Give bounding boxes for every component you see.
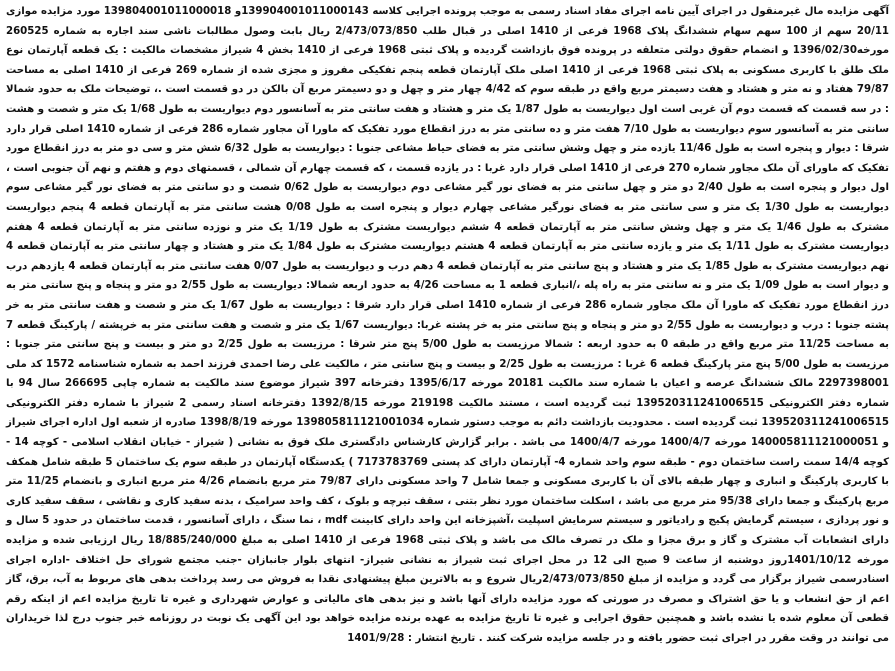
auction-notice-text: آگهی مزایده مال غیرمنقول در اجرای آیین نامه اجرای مفاد اسناد رسمی به موجب پرونده اجرایی کلاسه 139904001011000143و 139804001011000018 مورد مزایده موازی 20/11 سهم از 100 سهم سهام ششدانگ پلاک 1968 فرعی از 1410 اصلی در قبال طلب 2/473/073/850 ریال بابت وصول مطالبات ناشی سند اجاره به شماره 260525 مورخه1396/02/30 و انضمام حقوق دولتی متعلقه در پرونده فوق بازداشت گردیده و پلاک ثبتی 1968 فرعی از 1410 بخش 4 شیراز مشخصات مالکیت : یک قطعه آپارتمان نوع ملک طلق با کاربری مسکونی به پلاک ثبتی 1968 فرعی از 1410 اصلی ملک آپارتمان قطعه پنجم تفکیکی مفروز و مجزی شده از شماره 269 فرعی از 1410 اصلی به مساحت 79/87 هفتاد و نه متر و هشتاد و هفت دسیمتر مربع واقع در طبقه سوم که 4/42 چهار متر و چهل و دو دسیمتر مربع آن بالکن در دو قسمت است .، توضیحات ملک به حدود شمالا : در سه قسمت که قسمت دوم آن غربی است اول دیواریست به طول 1/87 یک متر و هشتاد و هفت سانتی متر به آسانسور دوم دیواریست به طول 1/68 یک متر و شصت و هشت سانتی متر به آسانسور سوم دیواریست به طول 7/10 هفت متر و ده سانتی متر به درز انقطاع مورد تفکیک که ماورا آن مجاور شماره 286 فرعی از شماره 1410 اصلی قرار دارد شرقا : دیوار و پنجره است به طول 11/46 یازده متر و چهل وشش سانتی متر به فضای حیاط مشاعی جنوبا : دیواریست به طول 6/32 شش متر و سی دو متر به درز انقطاع مورد تفکیک که ماورای آن ملک مجاور شماره 270 فرعی از 1410 اصلی قرار دارد غربا : در یازده قسمت ، که قسمت چهارم آن شمالی ، قسمتهای دوم و هفتم و نهم آن جنوبی است ، اول دیوار و پنجره است به طول 2/40 دو متر و چهل سانتی متر به فضای نور گیر مشاعی دوم دیواریست به طول 0/62 شصت و دو سانتی متر به فضای نور گیر مشاعی سوم دیواریست به طول 1/30 یک متر و سی سانتی متر به فضای نورگیر مشاعی چهارم دیوار و پنجره است به طول 0/08 هشت سانتی متر به آپارتمان قطعه 4 پنجم دیواریست مشترک به طول 1/46 یک متر و چهل وشش سانتی متر به آپارتمان قطعه 4 ششم دیواریست مشترک به طول 1/19 یک متر و نوزده سانتی متر به آپارتمان قطعه 4 هفتم دیواریست مشترک به طول 1/11 یک متر و یازده سانتی متر به آپارتمان قطعه 4 هشتم دیواریست مشترک به طول 1/84 یک متر و هشتاد و چهار سانتی متر به آپارتمان قطعه 4 نهم دیواریست مشترک به طول 1/85 یک متر و هشتاد و پنج سانتی متر به آپارتمان قطعه 4 دهم درب و دیواریست به طول 0/07 هفت سانتی متر به آپارتمان قطعه 4 یازدهم درب و دیوار است به طول 1/09 یک متر و نه سانتی متر به راه پله ،/انباری قطعه 1 به مساحت 4/26 به حدود اربعه شمالا: دیواریست به طول 2/55 دو متر و پنجاه و پنج سانتی متر به درز انقطاع مورد تفکیک که ماورا آن ملک مجاور شماره 286 فرعی از شماره 1410 اصلی قرار دارد شرقا : دیواریست به طول 1/67 یک متر و شصت و هفت سانتی متر به خر پشته جنوبا : درب و دیواریست به طول 2/55 دو متر و پنجاه و پنج سانتی متر به خر پشته غربا: دیواریست 1/67 یک متر و شصت و هفت سانتی متر به خرپشته / پارکینگ قطعه 7 به مساحت 11/25 متر مربع واقع در طبقه 0 به حدود اربعه : شمالا مرزیست به طول 5/00 پنج متر شرقا : مرزیست به طول 2/25 دو متر و بیست و پنج سانتی متر جنوبا : مرزیست به طول 5/00 پنج متر پارکینگ قطعه 6 غربا : مرزیست به طول 2/25 و بیست و پنج سانتی متر ، مالکیت علی رضا احمدی فرزند احمد به شماره شناسنامه 1572 کد ملی 2297398001 مالک ششدانگ عرصه و اعیان با شماره سند مالکیت 20181 مورخه 1395/6/17 دفترخانه 397 شیراز موضوع سند مالکیت به شماره چاپی 266695 سال 94 با شماره دفتر الکترونیکی 139520311241006515 ثبت گردیده است ، مستند مالکیت 219198 مورخه 1392/8/15 دفترخانه اسناد رسمی 2 شیراز با شماره دفتر الکترونیکی 139520311241006515 ثبت گردیده است . محدودیت بازداشت دائم به موجب دستور شماره 139805811121001034 مورخه 1398/8/19 صادره از شعبه اول اداره اجرای شیراز و 140005811121000051 مورخه 1400/4/7 مورخه 1400/4/7 می باشد . برابر گزارش کارشناس دادگستری ملک فوق به نشانی ( شیراز - خیابان انقلاب اسلامی - کوچه 14 - کوچه 14/4 سمت راست ساختمان دوم - طبقه سوم واحد شماره 4- آپارتمان دارای کد پستی 7173783769 ) یکدستگاه آپارتمان در طبقه سوم یک ساختمان 5 طبقه شامل همکف با کاربری پارکینگ و انباری و چهار طبقه بالای آن با کاربری مسکونی و جمعا شامل 7 واحد مسکونی دارای 79/87 متر مربع بانضمام 4/26 متر مربع انباری و بانضمام 11/25 متر مربع پارکینگ و جمعا دارای 95/38 متر مربع می باشد ، اسکلت ساختمان مورد نظر بتنی ، سقف تیرچه و بلوک ، کف واحد سرامیک ، بدنه سفید کاری و نقاشی ، سقف سفید کاری و نور پردازی ، سیستم گرمایش پکیج و رادیاتور و سیستم سرمایش اسپلیت ،آشپزخانه این واحد دارای کابینت mdf ، نما سنگ ، دارای آسانسور ، قدمت ساختمان در حدود 5 سال و دارای انشعابات آب مشترک و گاز و برق مجزا و ملک در تصرف مالک می باشد و پلاک ثبتی 1968 فرعی از 1410 اصلی به مبلغ 18/885/240/000 ریال ارزیابی شده و مزایده مورخه 1401/10/12روز دوشنبه از ساعت 9 صبح الی 12 در محل اجرای ثبت شیراز به نشانی شیراز- انتهای بلوار جانبازان -جنب مجتمع شورای حل اختلاف -اداره اجرای اسنادرسمی شیراز برگزار می گردد و مزایده از مبلغ 2/473/073/850ریال شروع و به بالاترین مبلغ پیشنهادی نقدا به فروش می رسد پرداخت بدهی های مربوط به آب، برق، گاز اعم از حق انشعاب و یا حق اشتراک و مصرف در صورتی که مورد مزایده دارای آنها باشد و نیز بدهی های مالیاتی و عوارض شهرداری و غیره تا تاریخ مزایده اعم از اینکه رقم قطعی آن معلوم شده یا نشده باشد و همچنین حقوق اجرایی و غیره تا تاریخ مزایده به عهده برنده مزایده خواهد بود این آگهی یک نوبت در روزنامه خبر جنوب درج لذا خریداران می توانند در وقت مقرر در اجرای ثبت حضور یافته و در جلسه مزایده شرکت کنند . تاریخ انتشار : 1401/9/28 xyxy=(6,6,890,644)
